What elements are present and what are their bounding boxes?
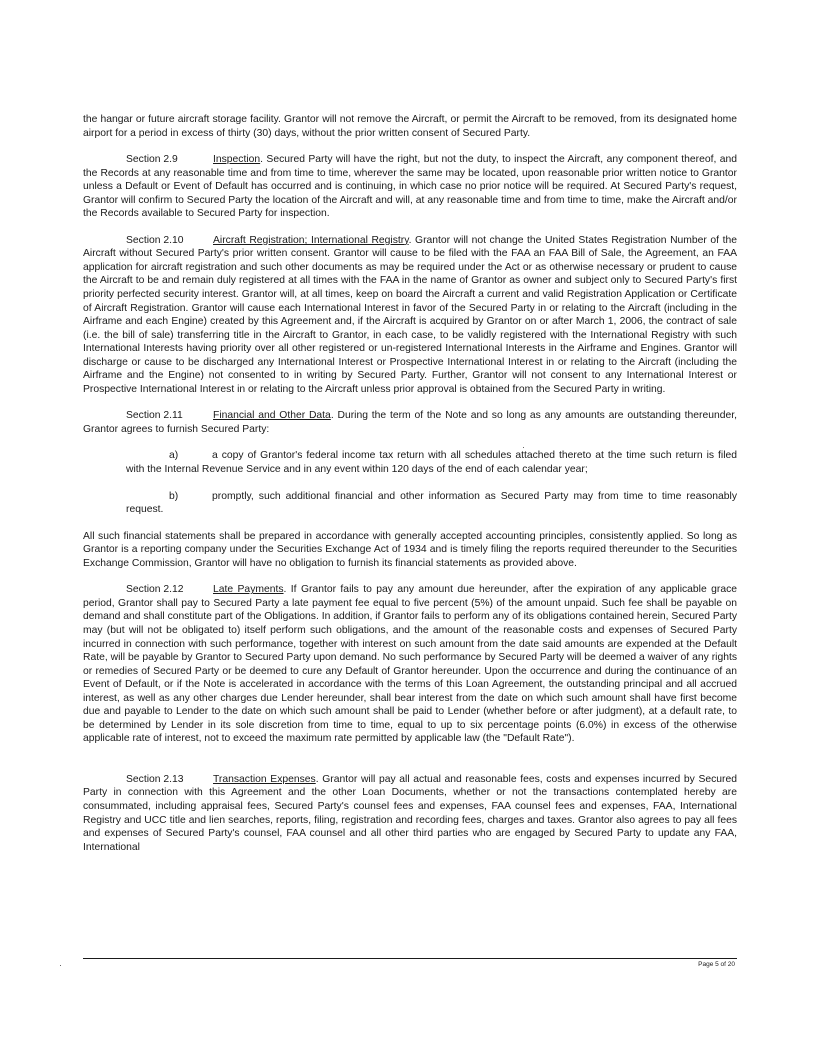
list-item-label: b) <box>169 490 179 502</box>
footer-rule <box>83 958 737 959</box>
section-2-11 <box>83 409 737 436</box>
section-heading: Aircraft Registration; International Registry <box>213 234 409 246</box>
section-text: . If Grantor fails to pay any amount due hereunder, after the expiration of any applicable grace period, Grantor shall pay to Secured Party a late payment fee equal to five percent (5%) of the amount unpaid. Such fee shall be payable on demand and shall constitute part of the Obligations. In addition, if Grantor fails to perform any of its obligations contained herein, Secured Party may (but will not be obligated to) itself perform such obligations, and the amount of the reasonable costs and expenses of Secured Party incurred in connection with such performance, together with interest on such amount from the date said amounts are expended at the Default Rate, will be payable by Grantor to Secured Party upon demand. No such performance by Secured Party will be deemed a waiver of any rights or remedies of Secured Party or be deemed to cure any Default of Grantor hereunder. Upon the occurrence and during the continuance of an Event of Default, or if the Note is accelerated in accordance with the terms of this Loan Agreement, the outstanding principal and all accrued interest, as well as any other charges due Lender hereunder, shall bear interest from the date on which such amount shall have first become due and payable to Lender to the date on which such amount shall be paid to Lender (whether before or after judgment), at a default rate, to be determined by Lender in its sole discretion from time to time, equal to up to six percentage points (6.0%) in excess of the otherwise applicable rate of interest, not to exceed the maximum rate permitted by applicable law (the "Default Rate"). <box>83 584 737 745</box>
section-text: . Secured Party will have the right, but not the duty, to inspect the Aircraft, any component thereof, and the Records at any reasonable time and from time to time, wherever the same may be located, upon reasonable prior written notice to Grantor unless a Default or Event of Default has occurred and is continuing, in which case no prior notice will be required. At Secured Party's request, Grantor will confirm to Secured Party the location of the Aircraft and will, at any reasonable time and from time to time, make the Aircraft and/or the Records available to Secured Party for inspection. <box>83 154 737 220</box>
section-text: . Grantor will pay all actual and reasonable fees, costs and expenses incurred by Secured Party in connection with this Agreement and the other Loan Documents, whether or not the transactions contemplated hereby are consummated, including appraisal fees, Secured Party's counsel fees and expenses, FAA counsel fees and expenses, FAA, International Registry and UCC title and lien searches, reports, filing, registration and recording fees, charges and taxes. Grantor also agrees to pay all fees and expenses of Secured Party's counsel, FAA counsel and all other third parties who are engaged by Secured Party to update any FAA, International <box>83 773 737 853</box>
section-2-13 <box>83 773 737 854</box>
scan-speck <box>523 447 524 448</box>
section-2-11-closing: All such financial statements shall be prepared in accordance with generally accepted accounting principles, consistently applied. So long as Grantor is a reporting company under the Securities Exchange Act of 1934 and is timely filing the reports required thereunder to the Securities Exchange Commission, Grantor will have no obligation to furnish its financial statements as provided above. <box>83 530 737 569</box>
scan-speck <box>60 965 61 966</box>
section-heading: Financial and Other Data <box>213 410 331 422</box>
section-heading: Transaction Expenses <box>213 773 316 785</box>
opening-paragraph: the hangar or future aircraft storage facility. Grantor will not remove the Aircraft, or permit the Aircraft to be removed, from its designated home airport for a period in excess of thirty (30) days, without the prior written consent of Secured Party. <box>83 114 737 139</box>
section-heading: Inspection <box>213 154 261 166</box>
page-body <box>83 113 737 854</box>
spacer <box>83 759 737 773</box>
section-number: Section 2.9 <box>126 154 178 166</box>
section-heading: Late Payments <box>213 584 284 596</box>
list-item-text: promptly, such additional financial and other information as Secured Party may from time to time reasonably request. <box>126 490 737 516</box>
section-2-9 <box>83 153 737 221</box>
list-item-text: a copy of Grantor's federal income tax return with all schedules attached thereto at the time such return is filed with the Internal Revenue Service and in any event within 120 days of the end of each calendar year; <box>126 450 737 476</box>
section-text: . During the term of the Note and so long as any amounts are outstanding thereunder, Grantor agrees to furnish Secured Party: <box>83 410 737 435</box>
section-2-12 <box>83 583 737 746</box>
section-number: Section 2.11 <box>126 410 183 422</box>
list-item-label: a) <box>169 450 179 462</box>
page-number: Page 5 of 20 <box>698 961 735 968</box>
section-2-10 <box>83 234 737 397</box>
section-text: . Grantor will not change the United States Registration Number of the Aircraft without Secured Party's prior written consent. Grantor will cause to be filed with the FAA an FAA Bill of Sale, the Agreement, an FAA application for aircraft registration and such other documents as may be required under the Act or as otherwise necessary or prudent to cause the Aircraft to be and remain duly registered at all times with the FAA in the name of Grantor as owner and subject only to Secured Party's first priority perfected security interest. Grantor will, at all times, keep on board the Aircraft a current and valid Registration Application or Certificate of Aircraft Registration. Grantor will cause each International Interest in favor of the Secured Party in or relating to the Aircraft (including in the Airframe and each Engine) created by this Agreement and, if the Aircraft is acquired by Grantor on or after March 1, 2006, the contract of sale (i.e. the bill of sale) transferring title in the Aircraft to Grantor, in each case, to be validly registered with the International Registry with such International Interests having priority over all other registered or un-registered International Interests in the Airframe and Engines. Grantor will discharge or cause to be discharged any International Interest or Prospective International Interest in or relating to the Aircraft (including the Airframe and the Engine) not consented to in writing by Secured Party. Further, Grantor will not consent to any International Interest or Prospective International Interest in or relating to the Aircraft unless prior approval is obtained from the Secured Party in writing. <box>83 234 737 395</box>
list-item-b <box>83 490 737 517</box>
list-item-a <box>83 449 737 476</box>
section-number: Section 2.13 <box>126 773 184 785</box>
section-number: Section 2.10 <box>126 234 184 246</box>
section-number: Section 2.12 <box>126 584 184 596</box>
